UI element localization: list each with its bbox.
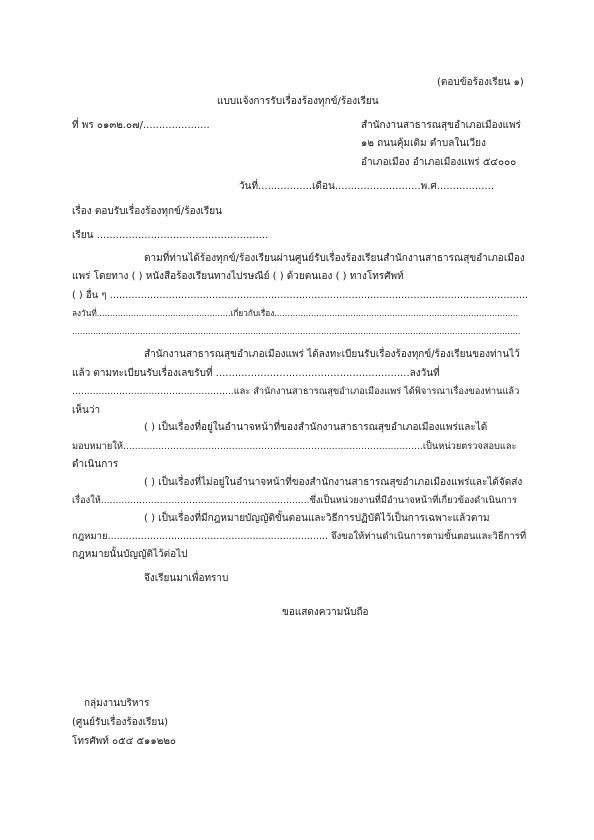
option3-line2: กฎหมาย......................................................................... จึงขอให้ท่านดำเนินการตามขั้นตอนและวิธีการที่: [72, 531, 527, 542]
office-address-line2: อำเภอเมือง อำเภอเมืองแพร่ ๕๔๐๐๐: [361, 157, 517, 168]
salutation-line: เรียน ......................................................: [72, 230, 269, 241]
option2-line2: เรื่องให้.......................................................................ซึ่งเป็นหน่วยงานที่มีอำนาจหน้าที่เกี่ยวข้องดำเนินการ: [72, 495, 517, 506]
regards-line: ขอแสดงความนับถือ: [282, 607, 369, 618]
option3-line3: กฎหมายนั้นบัญญัติไว้ต่อไป: [72, 549, 188, 560]
paragraph2-line3: .......................................................และ สำนักงานสาธารณสุขอำเภอเมืองแพร่ ได้พิจารณาเรื่องของท่านแล้ว: [72, 386, 520, 397]
subject-line: เรื่อง ตอบรับเรื่องร้องทุกข์/ร้องเรียน: [72, 206, 222, 217]
footer-center: (ศูนย์รับเรื่องร้องเรียน): [72, 717, 168, 728]
paragraph1-line5: ...........................................................................................................................................................................: [72, 326, 521, 336]
form-number: (ตอบข้อร้องเรียน ๑): [437, 77, 524, 88]
paragraph1-line2: แพร่ โดยทาง ( ) หนังสือร้องเรียนทางไปรษณีย์ ( ) ด้วยตนเอง ( ) ทางโทรศัพท์: [72, 271, 404, 282]
paragraph1-line1: ตามที่ท่านได้ร้องทุกข์/ร้องเรียนผ่านศูนย์รับเรื่องร้องเรียนสำนักงานสาธารณสุขอำเภอเมือง: [144, 253, 525, 264]
paragraph2-line4: เห็นว่า: [72, 405, 101, 416]
paragraph1-line4: ลงวันที่...................................................เกี่ยวกับเรื่อง.............................................................................................: [72, 308, 519, 318]
paragraph2-line2: แล้ว ตามทะเบียนรับเรื่องเลขรับที่ .............................................................ลงวันที่: [72, 368, 440, 379]
date-line: วันที่.................เดือน...........................พ.ศ..................: [239, 181, 494, 192]
option2-line1: ( ) เป็นเรื่องที่ไม่อยู่ในอำนาจหน้าที่ของสำนักงานสาธารณสุขอำเภอเมืองแพร่และได้จัดส่ง: [144, 477, 523, 488]
closing-line: จึงเรียนมาเพื่อทราบ: [144, 573, 229, 584]
footer-department: กลุ่มงานบริหาร: [84, 698, 150, 709]
option3-line1: ( ) เป็นเรื่องที่มีกฎหมายบัญญัติขั้นตอนและวิธีการปฏิบัติไว้เป็นการเฉพาะแล้วตาม: [144, 513, 490, 524]
reference-number: ที่ พร ๐๑๓๒.๐๗/.....................: [72, 120, 210, 131]
option1-line3: ดำเนินการ: [72, 459, 119, 470]
office-address-line1: ๑๒ ถนนคุ้มเดิม ตำบลในเวียง: [361, 138, 486, 149]
office-name: สำนักงานสาธารณสุขอำเภอเมืองแพร่: [361, 120, 521, 131]
paragraph1-line3: ( ) อื่น ๆ .......................................................................................................................................: [72, 290, 529, 301]
paragraph2-line1: สำนักงานสาธารณสุขอำเภอเมืองแพร่ ได้ลงทะเบียนรับเรื่องร้องทุกข์/ร้องเรียนของท่านไว้: [144, 349, 520, 360]
footer-phone: โทรศัพท์ ๐๕๔ ๕๑๑๒๒๐: [72, 736, 177, 747]
option1-line1: ( ) เป็นเรื่องที่อยู่ในอำนาจหน้าที่ของสำนักงานสาธารณสุขอำเภอเมืองแพร่และได้: [144, 422, 488, 433]
option1-line2: มอบหมายให้......................................................................................................เป็นหน่วยตรวจสอบและ: [72, 441, 517, 452]
document-title: แบบแจ้งการรับเรื่องร้องทุกข์/ร้องเรียน: [217, 96, 379, 107]
